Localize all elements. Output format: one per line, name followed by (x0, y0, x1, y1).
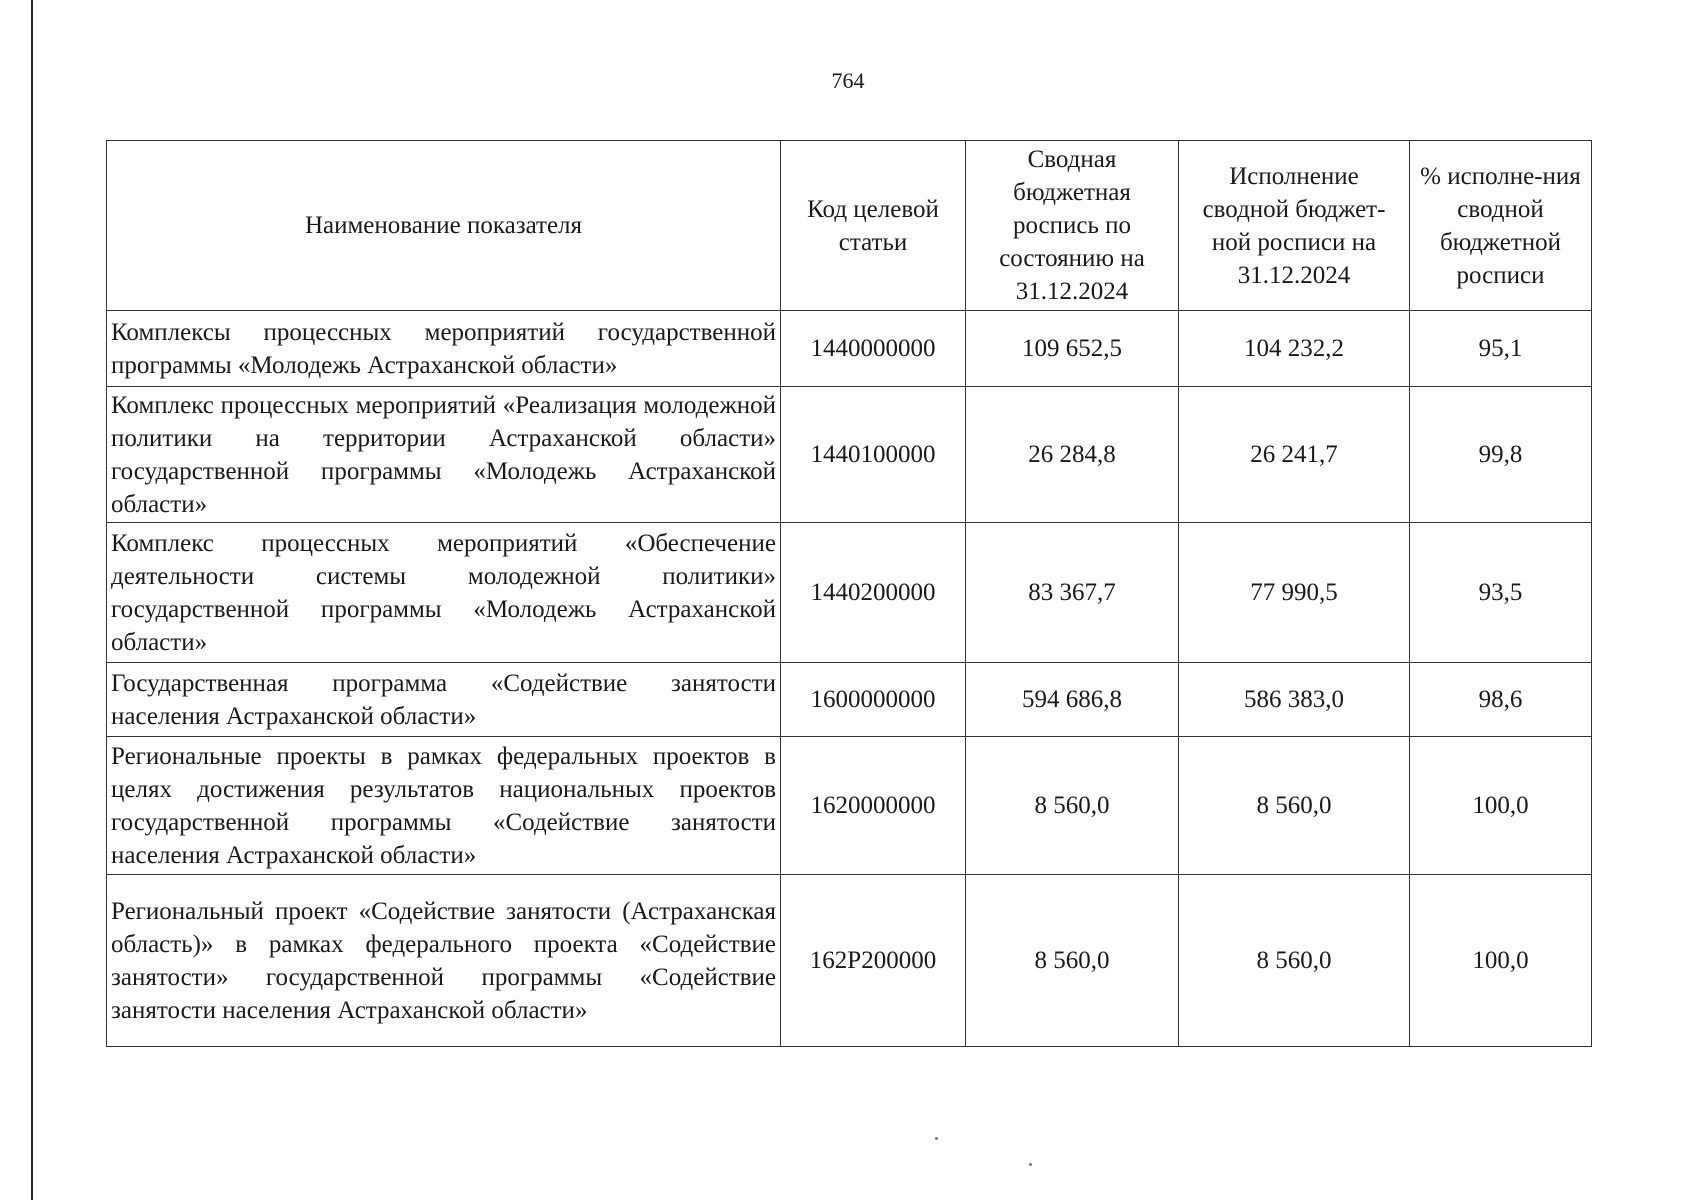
row-code: 1440200000 (781, 523, 966, 663)
table-row (107, 663, 1592, 737)
row-code: 1600000000 (781, 663, 966, 737)
header-planned-budget: Сводная бюджетная роспись по состоянию на 31.12.2024 (966, 141, 1179, 311)
row-planned: 26 284,8 (966, 387, 1179, 523)
row-planned: 83 367,7 (966, 523, 1179, 663)
row-percent: 98,6 (1410, 663, 1592, 737)
row-executed: 8 560,0 (1179, 875, 1410, 1047)
header-target-code: Код целевой статьи (781, 141, 966, 311)
table-row (107, 875, 1592, 1047)
table-row (107, 737, 1592, 875)
budget-execution-table (106, 140, 1592, 1047)
row-code: 1440000000 (781, 311, 966, 387)
row-percent: 93,5 (1410, 523, 1592, 663)
row-planned: 8 560,0 (966, 737, 1179, 875)
row-percent: 95,1 (1410, 311, 1592, 387)
row-code: 1440100000 (781, 387, 966, 523)
row-percent: 99,8 (1410, 387, 1592, 523)
row-planned: 109 652,5 (966, 311, 1179, 387)
scan-speck (935, 1137, 938, 1140)
row-code: 1620000000 (781, 737, 966, 875)
row-name: Комплексы процессных мероприятий государственной программы «Молодежь Астраханской области» (107, 311, 781, 387)
header-execution-percent: % исполне-ния сводной бюджетной росписи (1410, 141, 1592, 311)
row-executed: 26 241,7 (1179, 387, 1410, 523)
row-executed: 586 383,0 (1179, 663, 1410, 737)
page-number: 764 (831, 68, 865, 93)
row-percent: 100,0 (1410, 737, 1592, 875)
table-header-row (107, 141, 1592, 311)
scan-speck (1029, 1163, 1032, 1166)
row-name: Государственная программа «Содействие занятости населения Астраханской области» (107, 663, 781, 737)
row-executed: 77 990,5 (1179, 523, 1410, 663)
row-name: Региональный проект «Содействие занятости (Астраханская область)» в рамках федерального проекта «Содействие занятости» государственной программы «Содействие занятости населения Астраханской области» (107, 875, 781, 1047)
left-margin-line (31, 0, 33, 1200)
row-name: Комплекс процессных мероприятий «Обеспечение деятельности системы молодежной политики» государственной программы «Молодежь Астраханской области» (107, 523, 781, 663)
row-name: Региональные проекты в рамках федеральных проектов в целях достижения результатов национальных проектов государственной программы «Содействие занятости населения Астраханской области» (107, 737, 781, 875)
header-indicator-name: Наименование показателя (107, 141, 781, 311)
row-percent: 100,0 (1410, 875, 1592, 1047)
row-executed: 8 560,0 (1179, 737, 1410, 875)
row-planned: 8 560,0 (966, 875, 1179, 1047)
header-execution: Исполнение сводной бюджет-ной росписи на 31.12.2024 (1179, 141, 1410, 311)
table-row (107, 523, 1592, 663)
row-planned: 594 686,8 (966, 663, 1179, 737)
row-code: 162Р200000 (781, 875, 966, 1047)
row-executed: 104 232,2 (1179, 311, 1410, 387)
table-row (107, 311, 1592, 387)
row-name: Комплекс процессных мероприятий «Реализация молодежной политики на территории Астраханской области» государственной программы «Молодежь Астраханской области» (107, 387, 781, 523)
table-row (107, 387, 1592, 523)
